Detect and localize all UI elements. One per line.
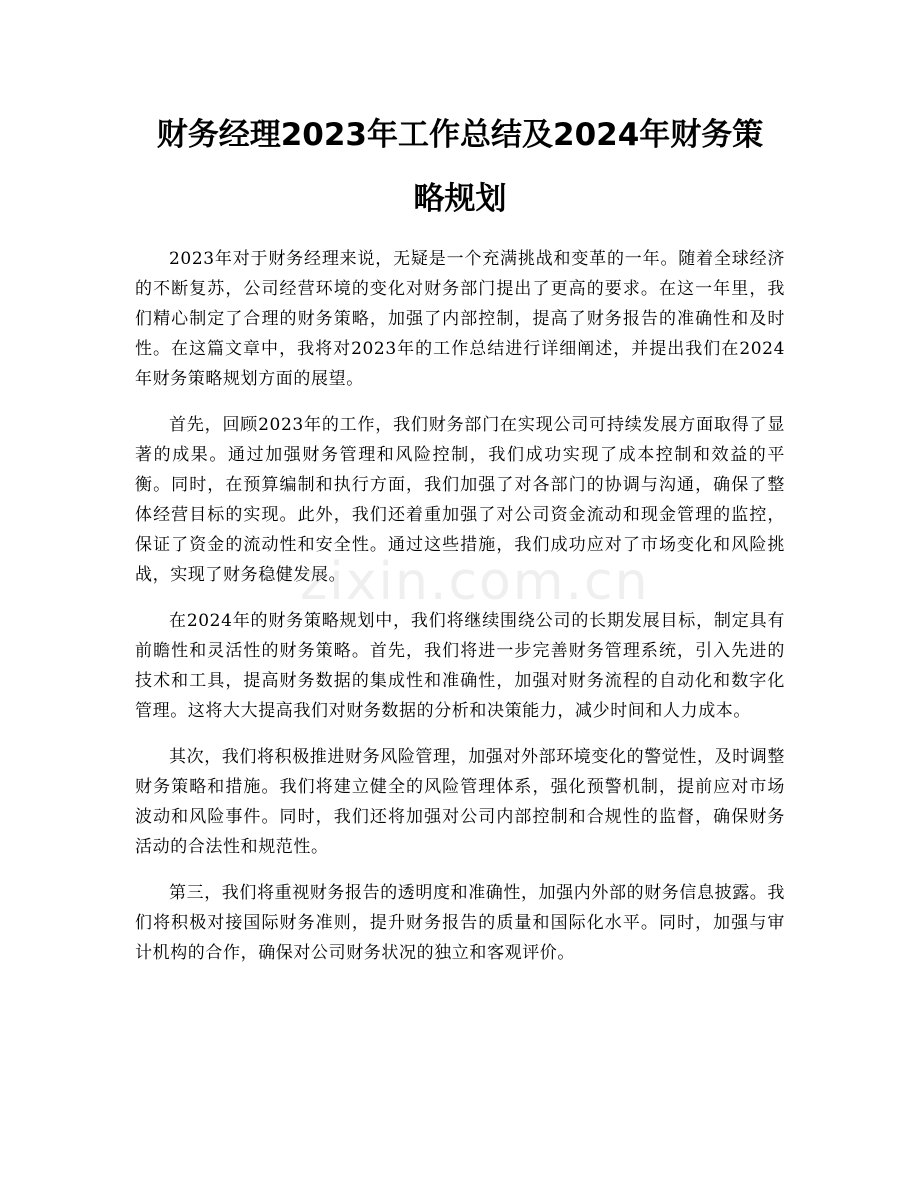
paragraph-plan-2024: 在2024年的财务策略规划中，我们将继续围绕公司的长期发展目标，制定具有前瞻性和灵活性的财务策略。首先，我们将进一步完善财务管理系统，引入先进的技术和工具，提高财务数据的集成性和准确性，加强对财务流程的自动化和数字化管理。这将大大提高我们对财务数据的分析和决策能力，减少时间和人力成本。 bbox=[135, 611, 785, 721]
paragraph-review-2023: 首先，回顾2023年的工作，我们财务部门在实现公司可持续发展方面取得了显著的成果。通过加强财务管理和风险控制，我们成功实现了成本控制和效益的平衡。同时，在预算编制和执行方面，我们加强了对各部门的协调与沟通，确保了整体经营目标的实现。此外，我们还着重加强了对公司资金流动和现金管理的监控，保证了资金的流动性和安全性。通过这些措施，我们成功应对了市场变化和风险挑战，实现了财务稳健发展。 bbox=[135, 415, 785, 585]
paragraph-reporting: 第三，我们将重视财务报告的透明度和准确性，加强内外部的财务信息披露。我们将积极对接国际财务准则，提升财务报告的质量和国际化水平。同时，加强与审计机构的合作，确保对公司财务状况的独立和客观评价。 bbox=[135, 883, 785, 963]
paragraph-risk-management: 其次，我们将积极推进财务风险管理，加强对外部环境变化的警觉性，及时调整财务策略和措施。我们将建立健全的风险管理体系，强化预警机制，提前应对市场波动和风险事件。同时，我们还将加强对公司内部控制和合规性的监督，确保财务活动的合法性和规范性。 bbox=[135, 747, 785, 857]
title-line-2: 略规划 bbox=[413, 181, 507, 217]
watermark: zixin.com.cn bbox=[300, 552, 650, 612]
paragraph-intro: 2023年对于财务经理来说，无疑是一个充满挑战和变革的一年。随着全球经济的不断复苏，公司经营环境的变化对财务部门提出了更高的要求。在这一年里，我们精心制定了合理的财务策略，加强了内部控制，提高了财务报告的准确性和及时性。在这篇文章中，我将对2023年的工作总结进行详细阐述，并提出我们在2024年财务策略规划方面的展望。 bbox=[135, 249, 785, 389]
document-body bbox=[135, 244, 785, 984]
document-title bbox=[120, 103, 800, 231]
title-line-1: 财务经理2023年工作总结及2024年财务策 bbox=[156, 117, 764, 153]
